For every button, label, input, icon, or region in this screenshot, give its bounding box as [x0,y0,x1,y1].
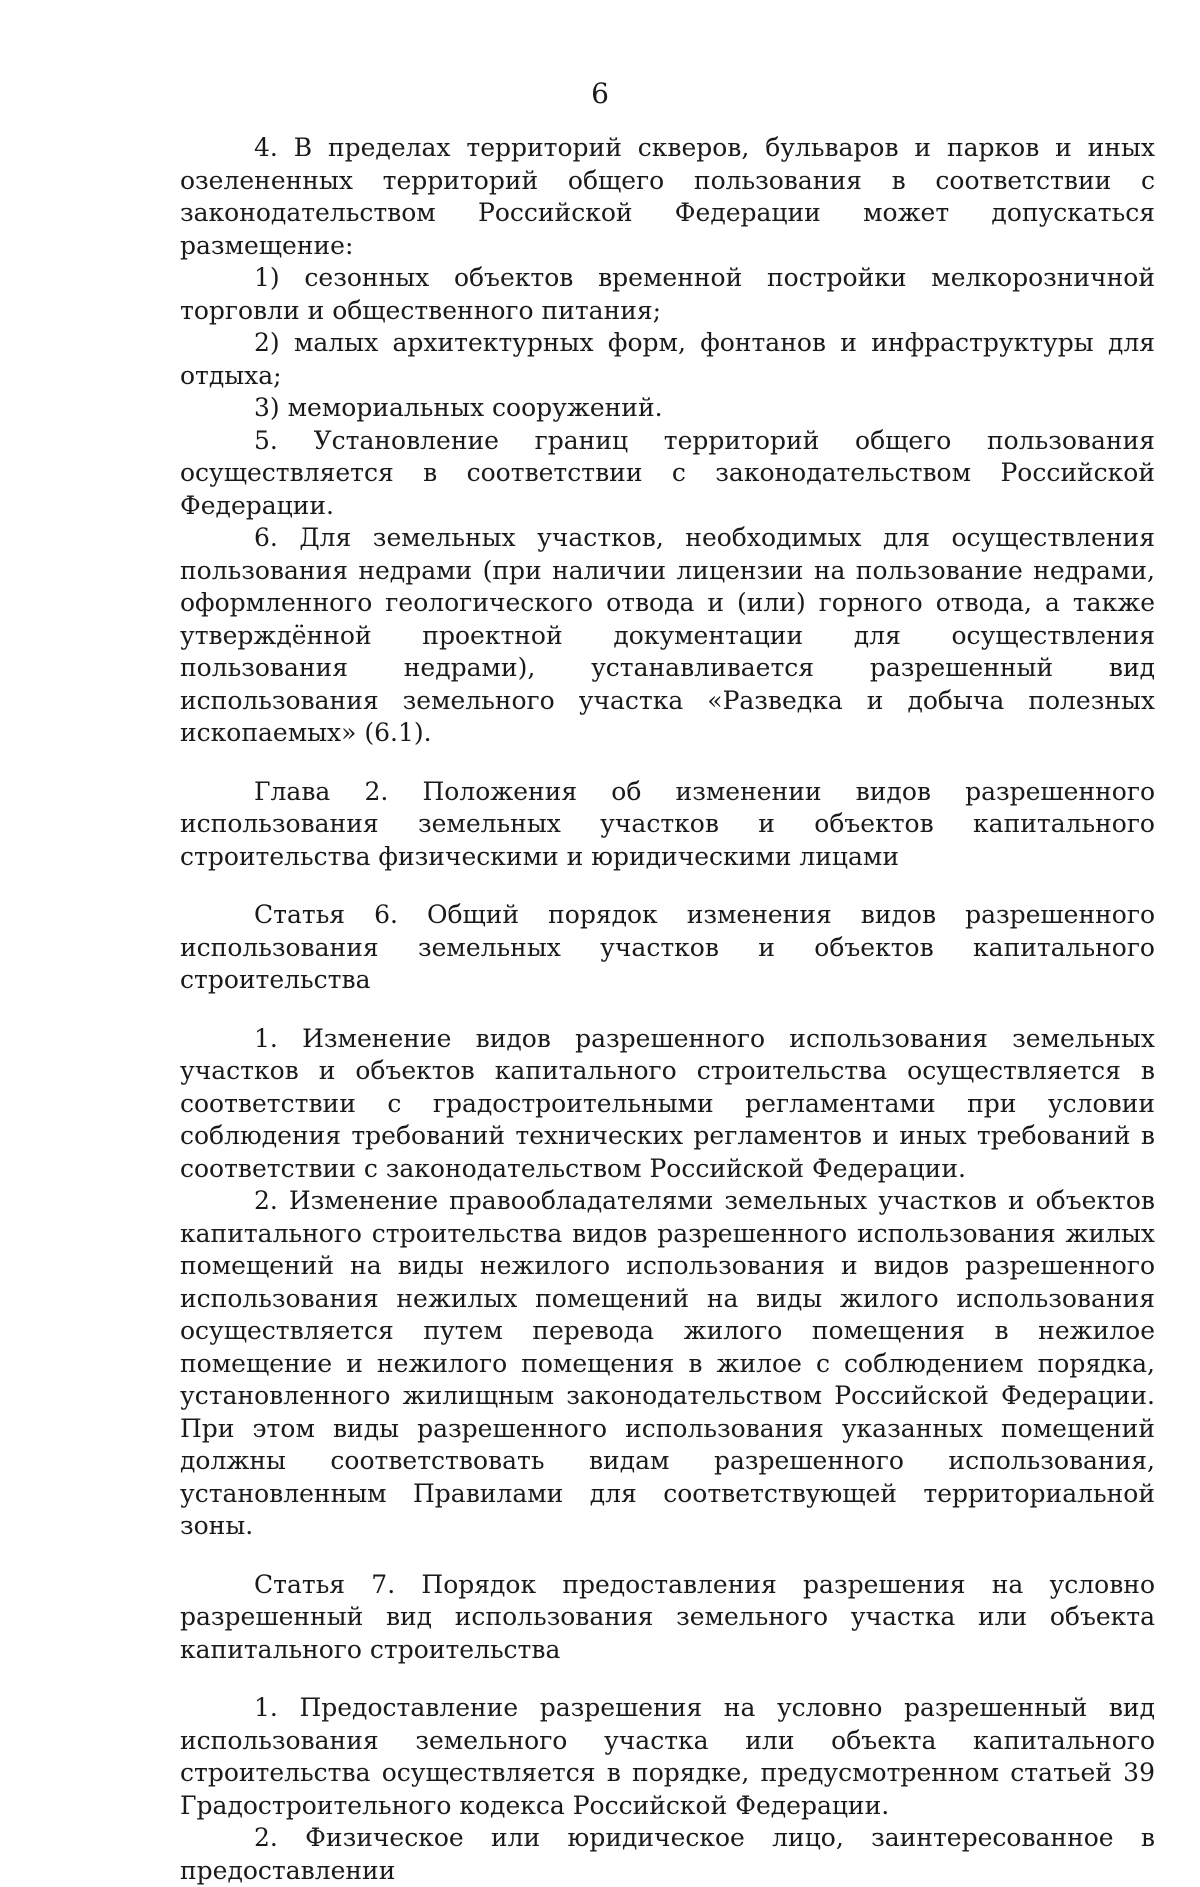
article-7-paragraph-2: 2. Физическое или юридическое лицо, заинтересованное в предоставлении [180,1823,1155,1885]
spacer [180,1543,1155,1569]
article-6-heading: Статья 6. Общий порядок изменения видов разрешенного использования земельных участков и объектов капитального строительства [180,900,1155,994]
spacer [180,750,1155,776]
article-7-paragraph-1: 1. Предоставление разрешения на условно разрешенный вид использования земельного участка или объекта капитального строительства осуществляется в порядке, предусмотренном статьей 39 Градостроительного кодекса Российской Федерации. [180,1693,1155,1820]
paragraph-5: 5. Установление границ территорий общего пользования осуществляется в соответствии с законодательством Российской Федерации. [180,425,1155,520]
document-body [180,132,1155,1887]
chapter-2-heading: Глава 2. Положения об изменении видов разрешенного использования земельных участков и объектов капитального строительства физическими и юридическими лицами [180,776,1155,871]
page-number: 6 [591,77,609,110]
list-item-2: 2) малых архитектурных форм, фонтанов и инфраструктуры для отдыха; [180,328,1155,390]
list-item-1: 1) сезонных объектов временной постройки мелкорозничной торговли и общественного питания; [180,263,1155,325]
paragraph-4: 4. В пределах территорий скверов, бульваров и парков и иных озелененных территорий общего пользования в соответствии с законодательством Российской Федерации может допускаться размещение: [180,133,1155,260]
article-7-heading: Статья 7. Порядок предоставления разрешения на условно разрешенный вид использования земельного участка или объекта капитального строительства [180,1569,1155,1664]
article-6-paragraph-1: 1. Изменение видов разрешенного использования земельных участков и объектов капитального строительства осуществляется в соответствии с градостроительными регламентами при условии соблюдения требований технических регламентов и иных требований в соответствии с законодательством Российской Федерации. [180,1023,1155,1183]
article-6-paragraph-2: 2. Изменение правообладателями земельных участков и объектов капитального строительства видов разрешенного использования жилых помещений на виды нежилого использования и видов разрешенного использования нежилых помещений на виды жилого использования осуществляется путем перевода жилого помещения в нежилое помещение и нежилого помещения в жилое с соблюдением порядка, установленного жилищным законодательством Российской Федерации. При этом виды разрешенного использования указанных помещений должны соответствовать видам разрешенного использования, установленным Правилами для соответствующей территориальной зоны. [180,1186,1155,1540]
spacer [180,1666,1155,1692]
spacer [180,873,1155,899]
paragraph-6: 6. Для земельных участков, необходимых для осуществления пользования недрами (при наличии лицензии на пользование недрами, оформленного геологического отвода и (или) горного отвода, а также утверждённой проектной документации для осуществления пользования недрами), устанавливается разрешенный вид использования земельного участка «Разведка и добыча полезных ископаемых» (6.1). [180,523,1155,747]
list-item-3: 3) мемориальных сооружений. [254,393,663,422]
spacer [180,997,1155,1023]
